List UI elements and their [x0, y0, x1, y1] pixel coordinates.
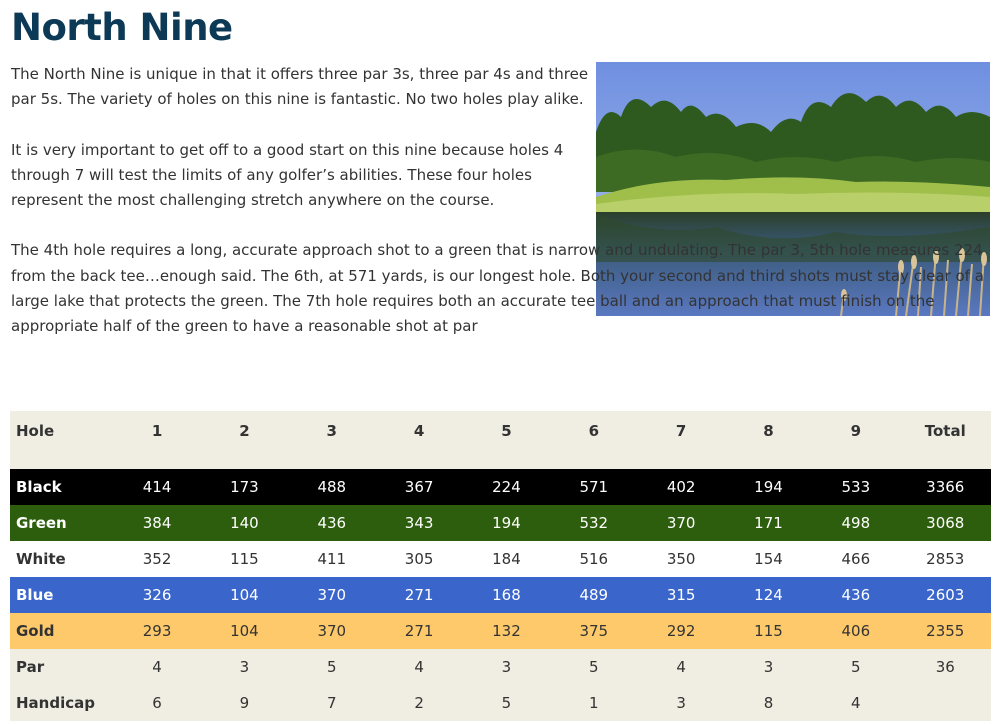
table-cell: 104 [201, 613, 288, 649]
row-label: Green [10, 505, 113, 541]
table-cell: 4 [812, 685, 899, 721]
tee-row-white [10, 541, 991, 577]
table-cell: 402 [637, 469, 724, 505]
scorecard-grid [10, 411, 991, 721]
header-cell: 2 [239, 422, 250, 440]
table-cell-total: 36 [900, 649, 992, 685]
table-cell: 9 [201, 685, 288, 721]
table-cell: 411 [288, 541, 375, 577]
table-cell: 3 [725, 649, 812, 685]
table-cell: 3 [637, 685, 724, 721]
tee-row-gold [10, 613, 991, 649]
par-row [10, 649, 991, 685]
table-cell: 4 [637, 649, 724, 685]
table-cell: 350 [637, 541, 724, 577]
table-cell: 498 [812, 505, 899, 541]
table-cell: 7 [288, 685, 375, 721]
table-cell: 533 [812, 469, 899, 505]
table-cell: 370 [637, 505, 724, 541]
table-cell: 194 [463, 505, 550, 541]
table-cell: 6 [113, 685, 200, 721]
table-cell: 124 [725, 577, 812, 613]
tee-row-green [10, 505, 991, 541]
table-cell: 2 [375, 685, 462, 721]
table-cell: 5 [550, 649, 637, 685]
table-cell: 1 [550, 685, 637, 721]
header-cell: 3 [326, 422, 337, 440]
table-cell: 305 [375, 541, 462, 577]
table-cell: 115 [725, 613, 812, 649]
scorecard-table [10, 411, 991, 720]
table-cell: 315 [637, 577, 724, 613]
table-cell-total: 3366 [900, 469, 992, 505]
table-cell: 4 [375, 649, 462, 685]
table-cell: 3 [201, 649, 288, 685]
table-cell: 292 [637, 613, 724, 649]
tee-row-black [10, 469, 991, 505]
table-cell: 571 [550, 469, 637, 505]
table-cell: 343 [375, 505, 462, 541]
table-cell: 367 [375, 469, 462, 505]
table-cell: 414 [113, 469, 200, 505]
description-paragraph-3 [11, 238, 991, 339]
row-label: Blue [10, 577, 113, 613]
table-cell: 184 [463, 541, 550, 577]
table-cell: 375 [550, 613, 637, 649]
row-label: Gold [10, 613, 113, 649]
table-cell: 488 [288, 469, 375, 505]
handicap-row [10, 685, 991, 721]
table-cell: 436 [812, 577, 899, 613]
table-cell-total: 3068 [900, 505, 992, 541]
header-cell: 6 [588, 422, 600, 440]
table-cell: 489 [550, 577, 637, 613]
header-cell: 4 [413, 422, 425, 440]
table-cell: 406 [812, 613, 899, 649]
table-cell: 168 [463, 577, 550, 613]
table-cell: 271 [375, 577, 462, 613]
table-cell: 104 [201, 577, 288, 613]
header-cell: 7 [675, 422, 687, 440]
course-description [11, 62, 991, 365]
row-label: Black [10, 469, 113, 505]
table-cell: 466 [812, 541, 899, 577]
table-cell: 293 [113, 613, 200, 649]
table-cell: 154 [725, 541, 812, 577]
scorecard-header-row [10, 411, 991, 451]
table-cell: 140 [201, 505, 288, 541]
table-cell: 5 [288, 649, 375, 685]
page-title: North Nine [11, 6, 233, 49]
header-total: Total [924, 422, 966, 440]
row-label: White [10, 541, 113, 577]
header-cell: 9 [850, 422, 862, 440]
description-paragraph-1: The North Nine is unique in that it offers three par 3s, three par 4s and three par 5s. The variety of holes on this nine is fantastic. No two holes play alike. [11, 65, 589, 109]
table-cell: 436 [288, 505, 375, 541]
table-cell: 3 [463, 649, 550, 685]
row-label: Handicap [10, 685, 113, 721]
header-cell: 8 [763, 422, 774, 440]
description-paragraph-3-text: The 4th hole requires a long, accurate approach shot to a green that is narrow and undulating. The par 3, 5th hole measures 224 from the back tee…enough said. The 6th, at 571 yards, is our longest hole. Both your second and third shots must stay clear of a large lake that protects the green. The 7th hole requires both an accurate tee ball and an approach that must finish on the appropriate half of the green to have a reasonable shot at par [11, 241, 984, 336]
table-cell-total: 2355 [900, 613, 992, 649]
header-hole: Hole [16, 422, 55, 440]
table-cell: 4 [113, 649, 200, 685]
table-cell: 194 [725, 469, 812, 505]
table-cell-total: 2853 [900, 541, 992, 577]
header-cell: 5 [501, 422, 512, 440]
table-cell: 370 [288, 577, 375, 613]
table-cell: 370 [288, 613, 375, 649]
table-cell: 171 [725, 505, 812, 541]
table-cell: 352 [113, 541, 200, 577]
table-cell: 224 [463, 469, 550, 505]
table-cell: 5 [812, 649, 899, 685]
table-cell: 384 [113, 505, 200, 541]
scorecard-spacer [10, 451, 991, 469]
table-cell: 115 [201, 541, 288, 577]
tee-row-blue [10, 577, 991, 613]
description-paragraph-2: It is very important to get off to a good start on this nine because holes 4 through 7 will test the limits of any golfer’s abilities. These four holes represent the most challenging stretch anywhere on the course. [11, 140, 564, 210]
table-cell: 271 [375, 613, 462, 649]
table-cell: 326 [113, 577, 200, 613]
table-cell: 173 [201, 469, 288, 505]
table-cell-total [900, 685, 992, 721]
row-label: Par [10, 649, 113, 685]
header-cell: 1 [151, 422, 163, 440]
table-cell: 532 [550, 505, 637, 541]
table-cell: 5 [463, 685, 550, 721]
table-cell: 8 [725, 685, 812, 721]
table-cell: 516 [550, 541, 637, 577]
table-cell: 132 [463, 613, 550, 649]
table-cell-total: 2603 [900, 577, 992, 613]
